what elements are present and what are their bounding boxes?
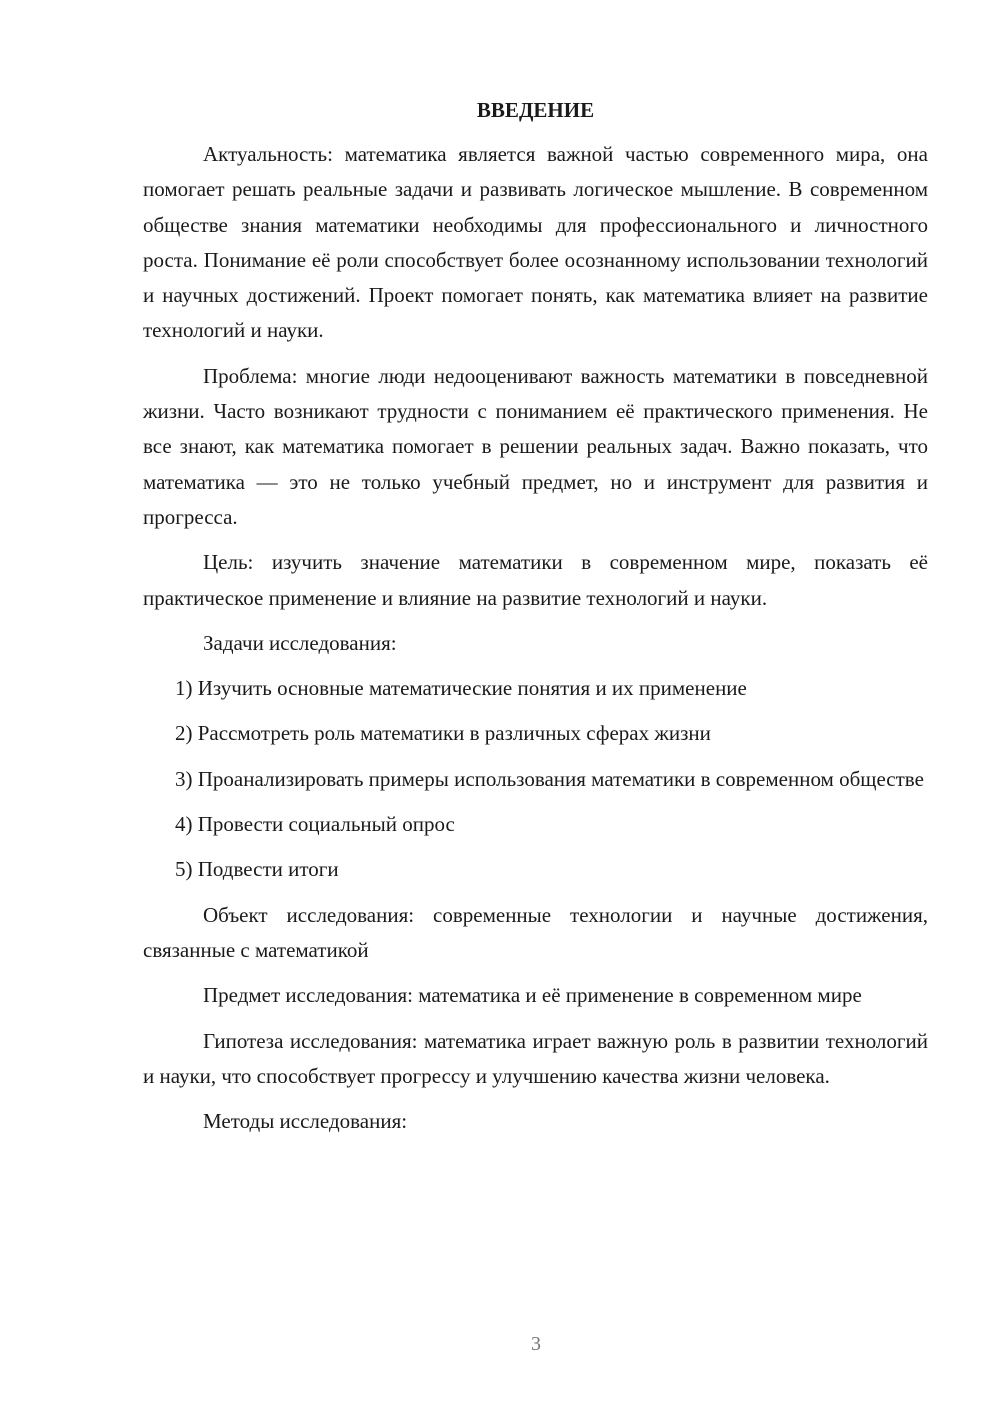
paragraph-relevance: Актуальность: математика является важной частью современного мира, она помогает решать реальные задачи и развивать логическое мышление. В современном обществе знания математики необходимы для профессионального и личностного роста. Понимание её роли способствует более осознанному использовании технологий и научных достижений. Проект помогает понять, как математика влияет на развитие технологий и науки. [143, 142, 928, 343]
tasks-heading: Задачи исследования: [203, 630, 397, 655]
list-item: 2) Рассмотреть роль математики в различных сферах жизни [175, 721, 711, 746]
paragraph-subject: Предмет исследования: математика и её применение в современном мире [203, 983, 862, 1008]
tasks-list [143, 671, 928, 887]
list-item: 1) Изучить основные математические понятия и их применение [175, 676, 747, 701]
methods-heading: Методы исследования: [203, 1109, 408, 1134]
paragraph-object: Объект исследования: современные технологии и научные достижения, связанные с математикой [143, 902, 928, 962]
list-item: 5) Подвести итоги [175, 857, 339, 882]
page-number: 3 [531, 1333, 541, 1355]
paragraph-goal: Цель: изучить значение математики в современном мире, показать её практическое применение и влияние на развитие технологий и науки. [143, 550, 928, 610]
paragraph-hypothesis: Гипотеза исследования: математика играет важную роль в развитии технологий и науки, что способствует прогрессу и улучшению качества жизни человека. [143, 1028, 928, 1088]
paragraph-problem: Проблема: многие люди недооценивают важность математики в повседневной жизни. Часто возникают трудности с пониманием её практического применения. Не все знают, как математика помогает в решении реальных задач. Важно показать, что математика — это не только учебный предмет, но и инструмент для развития и прогресса. [143, 363, 928, 529]
section-title: ВВЕДЕНИЕ [476, 98, 595, 122]
document-page [143, 95, 928, 1149]
list-item: 4) Провести социальный опрос [175, 812, 455, 837]
list-item: 3) Проанализировать примеры использования математики в современном обществе [175, 766, 924, 791]
